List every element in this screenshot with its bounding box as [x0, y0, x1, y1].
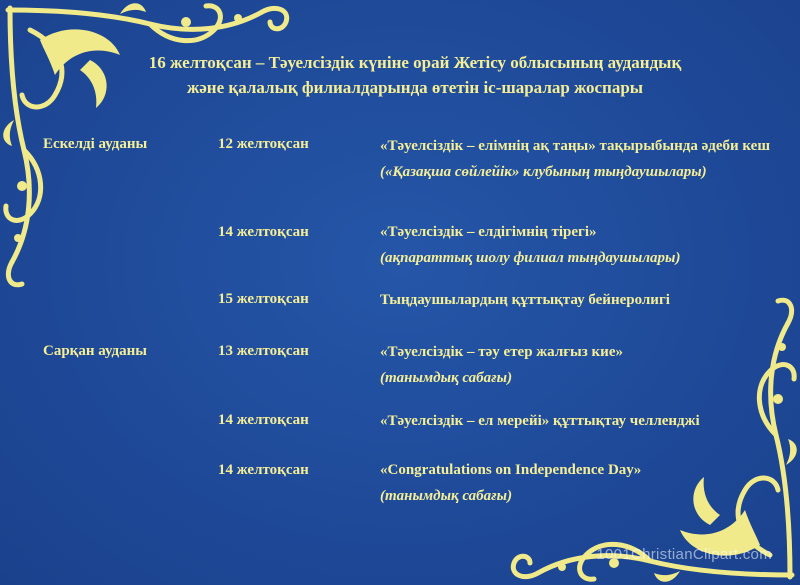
event-title: «Тәуелсіздік – ел мерейі» құттықтау челленджі	[380, 413, 700, 429]
district-label: Ескелді ауданы	[43, 136, 148, 152]
event-date: 12 желтоқсан	[218, 136, 309, 152]
event-description	[380, 133, 780, 185]
event-title: «Тәуелсіздік – елдігімнің тірегі»	[380, 224, 597, 240]
event-title: Тыңдаушылардың құттықтау бейнеролигі	[380, 292, 670, 308]
event-title: «Тәуелсіздік – тәу етер жалғыз кие»	[380, 344, 623, 360]
title-line-2: және қалалық филиалдарында өтетін іс-шаралар жоспары	[186, 78, 644, 97]
event-description	[380, 219, 780, 271]
event-description	[380, 287, 780, 313]
title-line-1: 16 желтоқсан – Тәуелсіздік күніне орай Жетісу облысының аудандық	[148, 53, 682, 72]
event-note: («Қазақша сөйлейік» клубының тыңдаушылары)	[380, 164, 707, 180]
event-note: (ақпараттық шолу филиал тыңдаушылары)	[380, 250, 681, 266]
event-description	[380, 408, 780, 434]
event-date: 14 желтоқсан	[218, 224, 309, 240]
event-note: (танымдық сабағы)	[380, 370, 513, 386]
event-note: (танымдық сабағы)	[380, 488, 513, 504]
event-date: 15 желтоқсан	[218, 291, 309, 307]
district-label: Сарқан ауданы	[43, 343, 147, 359]
event-date: 14 желтоқсан	[218, 462, 309, 478]
event-description	[380, 457, 780, 509]
event-date: 13 желтоқсан	[218, 343, 309, 359]
watermark: 1001ChristianClipart.com	[596, 546, 772, 563]
event-title: «Тәуелсіздік – елімнің ақ таңы» тақырыбында әдеби кеш	[380, 138, 770, 154]
event-description	[380, 339, 780, 391]
event-title: «Congratulations on Independence Day»	[380, 462, 642, 478]
page-title	[95, 50, 735, 100]
event-date: 14 желтоқсан	[218, 412, 309, 428]
